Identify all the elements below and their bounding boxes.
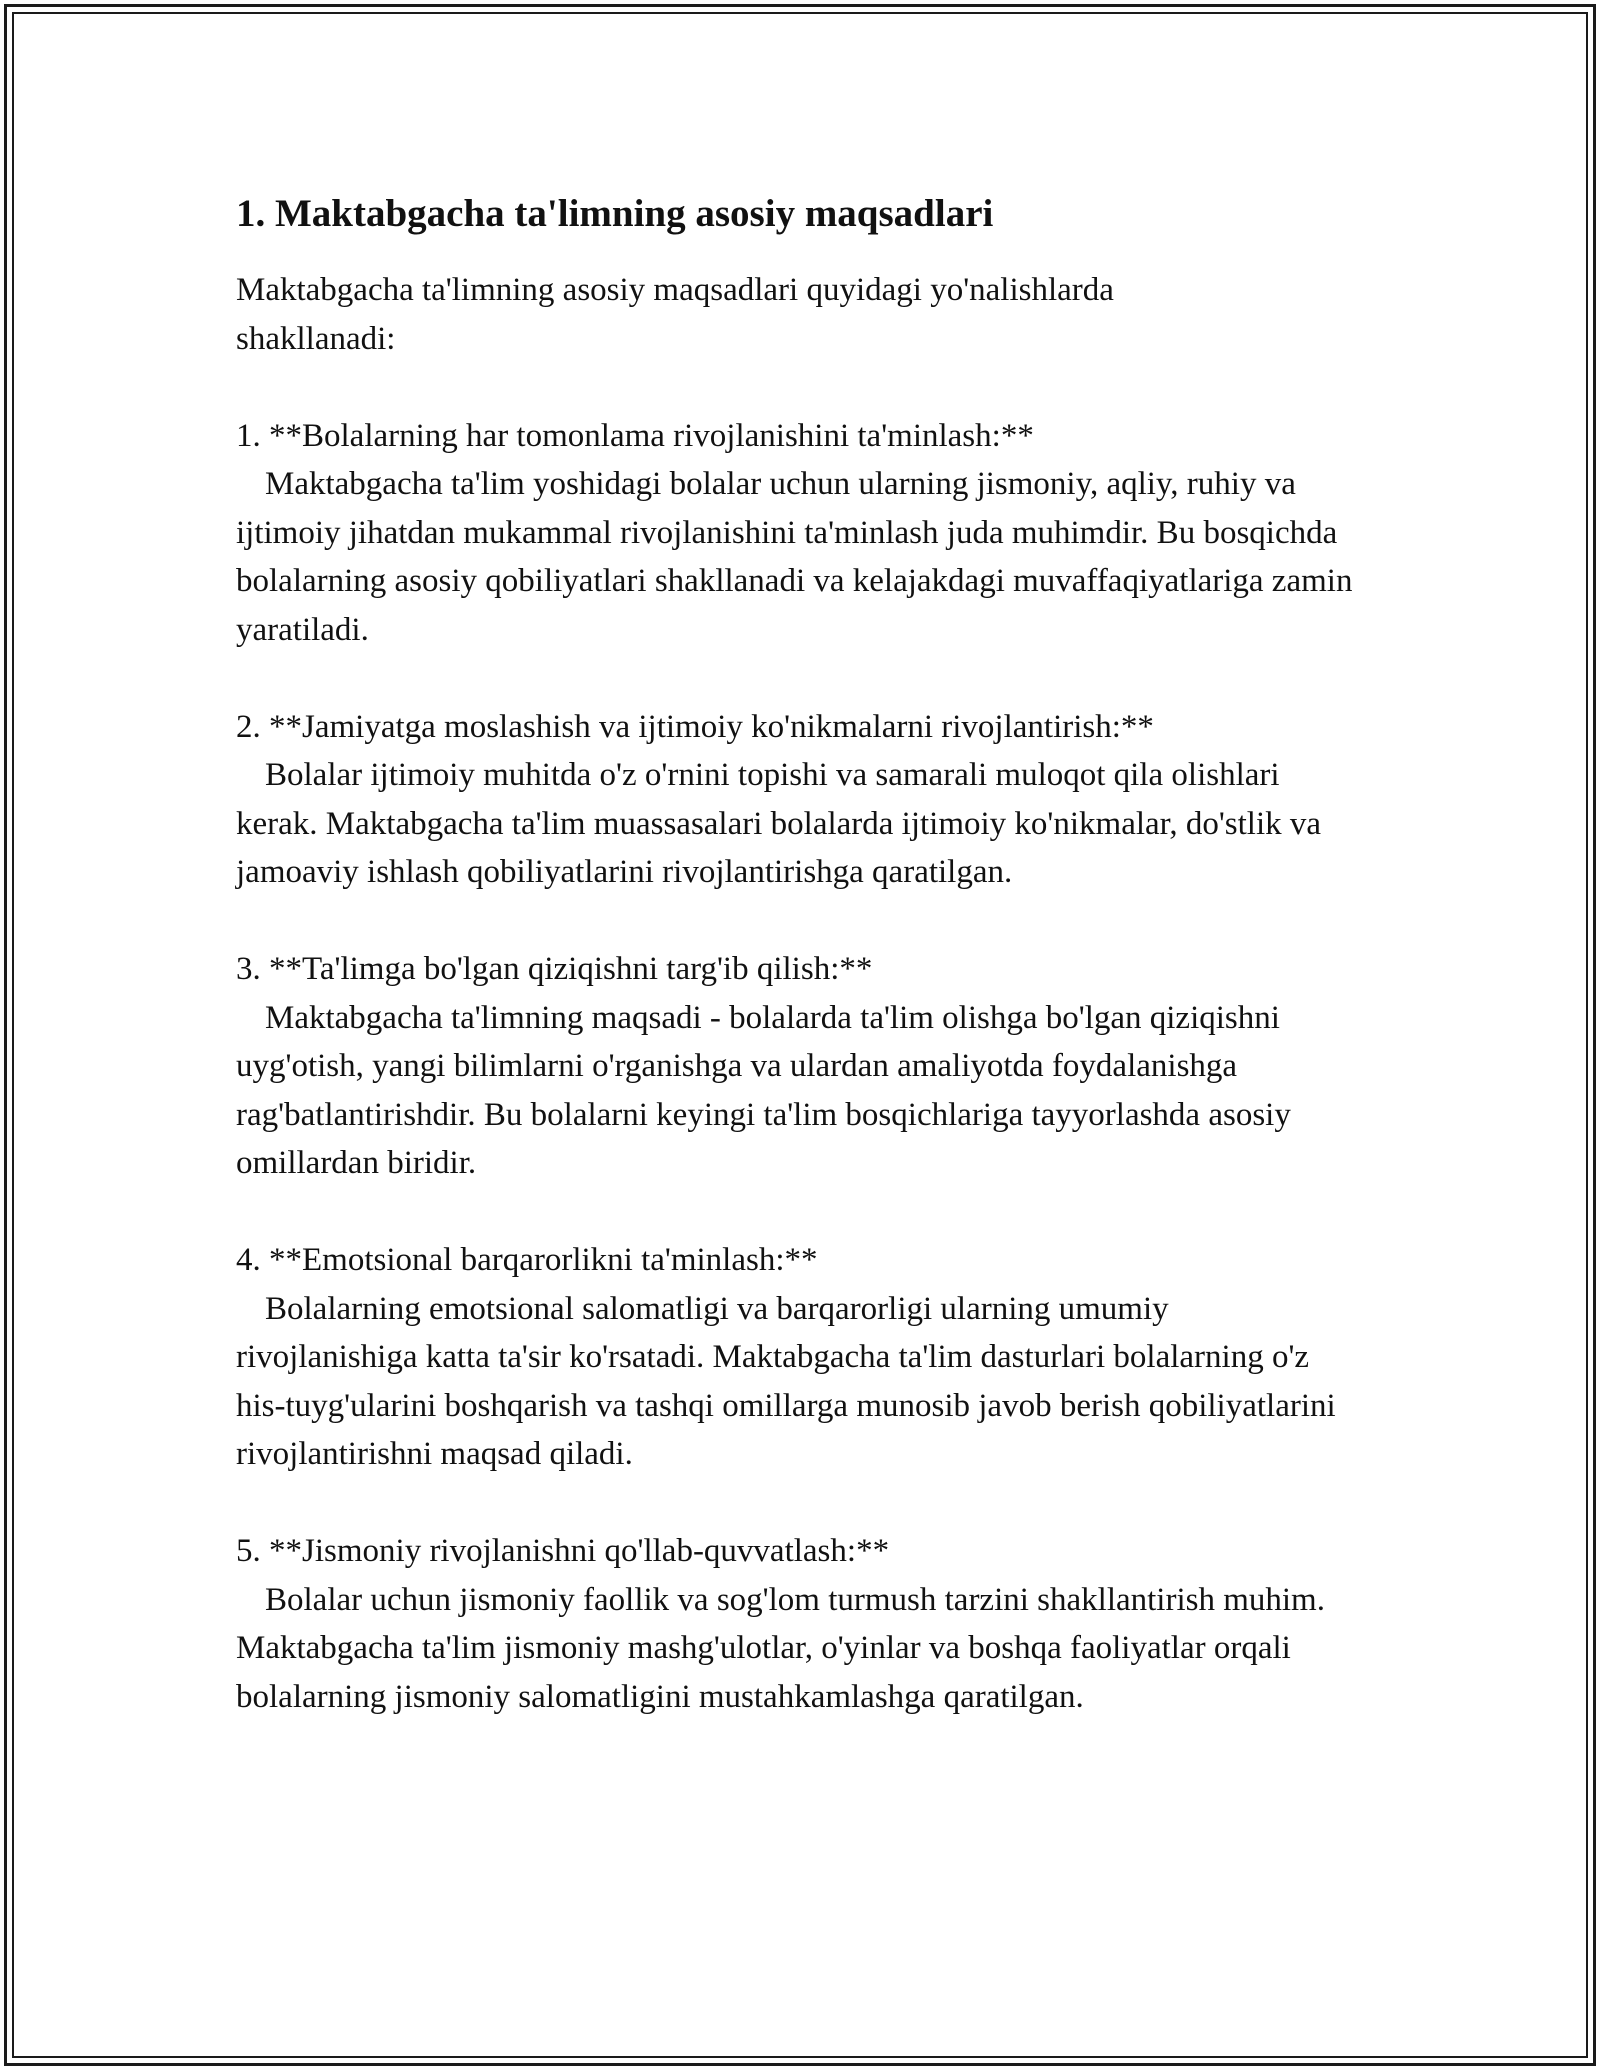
section-body: Maktabgacha ta'limning maqsadi - bolalarda ta'lim olishga bo'lgan qiziqishni uyg'otish, yangi bilimlarni o'rganishga va ulardan amaliyotda foydalanishga rag'batlantirishdir. Bu bolalarni keyingi ta'lim bosqichlariga tayyorlashda asosiy omillardan biridir. [236, 999, 1291, 1181]
section-5 [236, 1527, 1356, 1721]
intro-paragraph: Maktabgacha ta'limning asosiy maqsadlari quyidagi yo'nalishlarda shakllanadi: [236, 272, 1114, 357]
section-heading: 1. **Bolalarning har tomonlama rivojlanishini ta'minlash:** [236, 417, 1034, 454]
document-title: 1. Maktabgacha ta'limning asosiy maqsadlari [236, 192, 994, 235]
section-1 [236, 412, 1356, 655]
section-heading: 5. **Jismoniy rivojlanishni qo'llab-quvvatlash:** [236, 1533, 890, 1569]
section-body: Maktabgacha ta'lim yoshidagi bolalar uchun ularning jismoniy, aqliy, ruhiy va ijtimoiy jihatdan mukammal rivojlanishini ta'minlash juda muhimdir. Bu bosqichda bolalarning asosiy qobiliyatlari shakllanadi va kelajakdagi muvaffaqiyatlariga zamin yaratiladi. [236, 466, 1353, 648]
section-heading: 2. **Jamiyatga moslashish va ijtimoiy ko'nikmalarni rivojlantirish:** [236, 708, 1154, 745]
section-2 [236, 703, 1356, 897]
section-body: Bolalarning emotsional salomatligi va barqarorligi ularning umumiy rivojlanishiga katta ta'sir ko'rsatadi. Maktabgacha ta'lim dasturlari bolalarning o'z his-tuyg'ularini boshqarish va tashqi omillarga munosib javob berish qobiliyatlarini rivojlantirishni maqsad qiladi. [236, 1290, 1336, 1472]
section-3 [236, 945, 1356, 1188]
section-heading: 3. **Ta'limga bo'lgan qiziqishni targ'ib qilish:** [236, 951, 873, 987]
section-body: Bolalar uchun jismoniy faollik va sog'lom turmush tarzini shakllantirish muhim. Maktabgacha ta'lim jismoniy mashg'ulotlar, o'yinlar va boshqa faoliyatlar orqali bolalarning jismoniy salomatligini mustahkamlashga qaratilgan. [236, 1581, 1325, 1715]
section-body: Bolalar ijtimoiy muhitda o'z o'rnini topishi va samarali muloqot qila olishlari kerak. Maktabgacha ta'lim muassasalari bolalarda ijtimoiy ko'nikmalar, do'stlik va jamoaviy ishlash qobiliyatlarini rivojlantirishga qaratilgan. [236, 757, 1322, 890]
section-heading: 4. **Emotsional barqarorlikni ta'minlash:** [236, 1242, 818, 1278]
document-content [236, 188, 1356, 1721]
section-4 [236, 1236, 1356, 1479]
